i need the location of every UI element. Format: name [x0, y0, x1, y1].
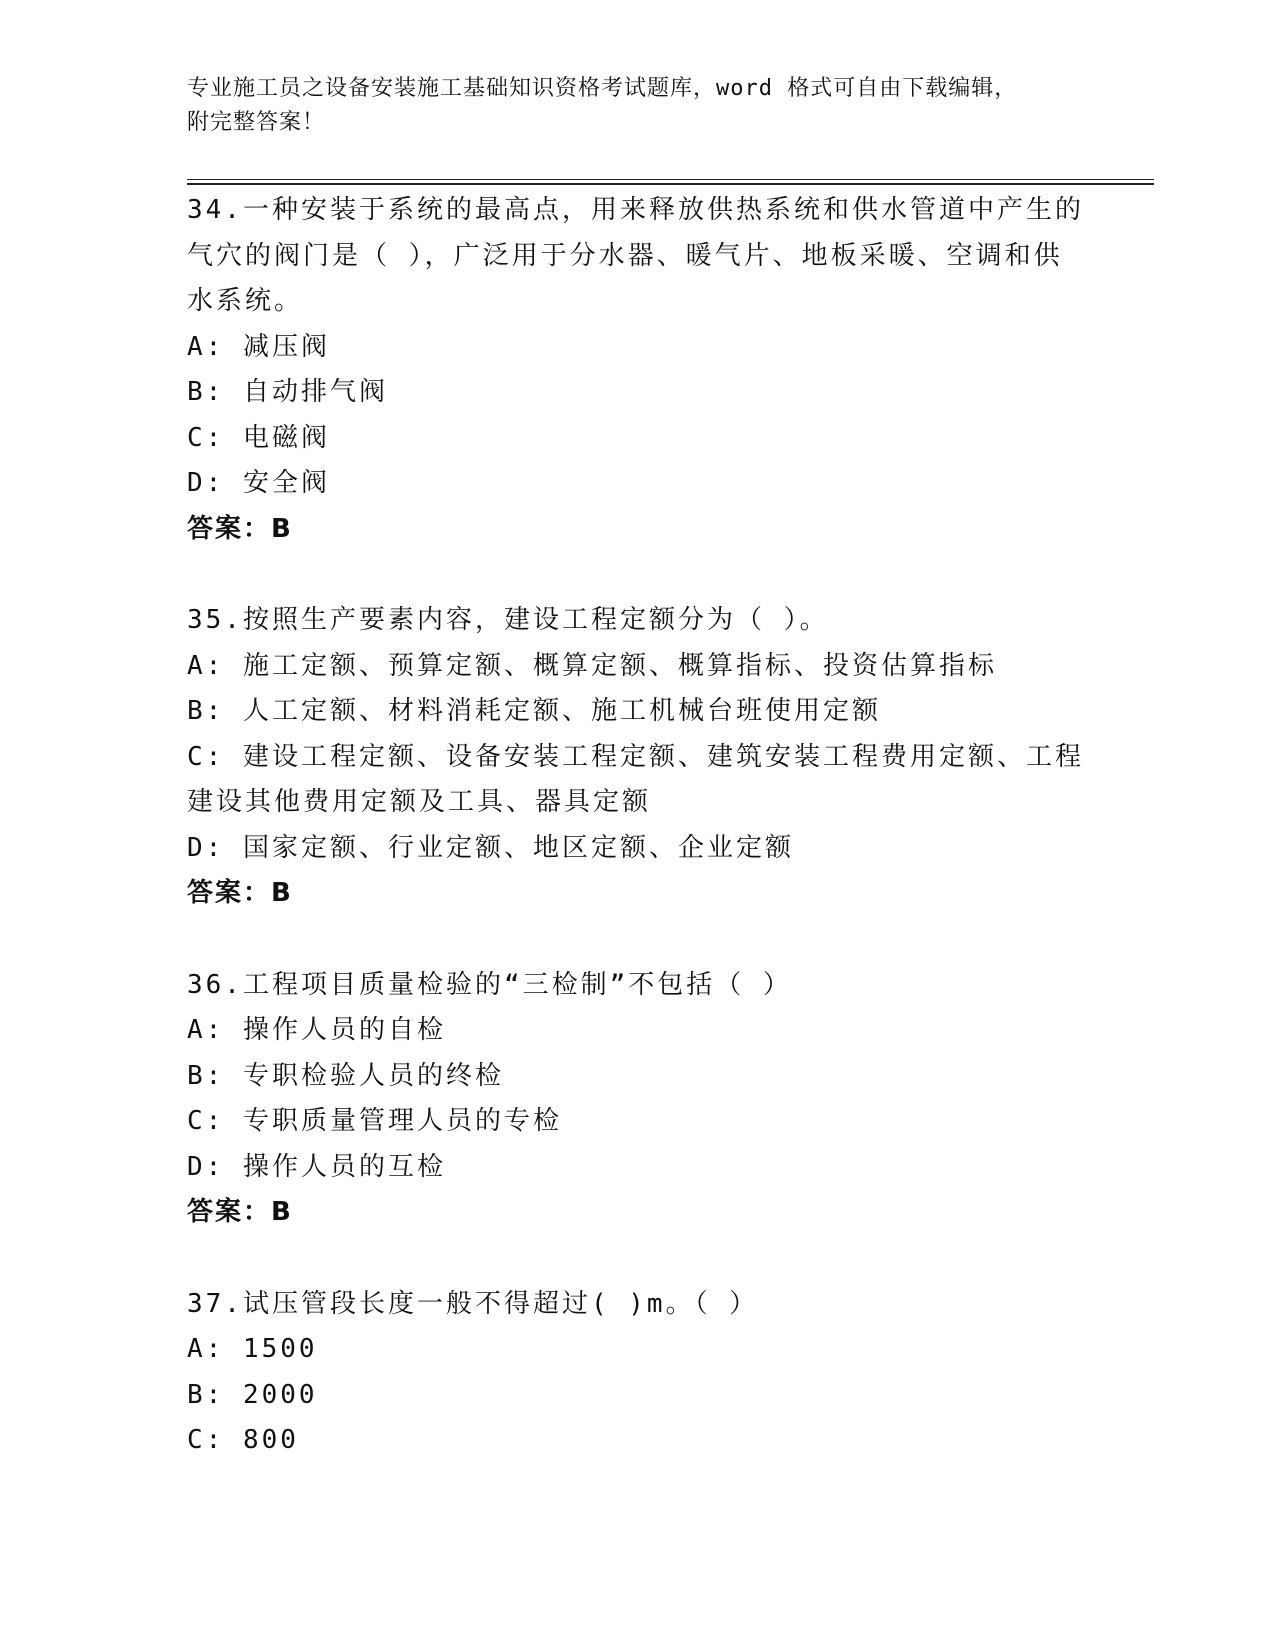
question-block — [187, 1282, 1087, 1464]
question-list — [187, 188, 1087, 1510]
question-block — [187, 963, 1087, 1236]
question-stem-line: 36.工程项目质量检验的“三检制”不包括（ ） — [187, 969, 792, 1000]
question-stem-line: 气穴的阀门是（ ），广泛用于分水器、暖气片、地板采暖、空调和供 — [187, 240, 1063, 271]
question-stem-line: 37.试压管段长度一般不得超过( )m。（ ） — [187, 1288, 759, 1319]
option-line: D: 国家定额、行业定额、地区定额、企业定额 — [187, 832, 794, 863]
option-line: B: 人工定额、材料消耗定额、施工机械台班使用定额 — [187, 696, 881, 726]
option-line: A: 操作人员的自检 — [187, 1015, 446, 1045]
header-line-2: 附完整答案！ — [187, 110, 326, 135]
option-line: C: 建设工程定额、设备安装工程定额、建筑安装工程费用定额、工程 — [187, 741, 1084, 772]
option-line: C: 专职质量管理人员的专检 — [187, 1106, 562, 1136]
option-line: D: 安全阀 — [187, 468, 330, 498]
question-block — [187, 598, 1087, 917]
option-line: C: 电磁阀 — [187, 422, 330, 453]
option-line: 建设其他费用定额及工具、器具定额 — [187, 787, 652, 817]
question-stem-line: 水系统。 — [187, 286, 304, 316]
question-block — [187, 188, 1087, 552]
answer-line: 答案：B — [187, 1197, 293, 1227]
option-line: B: 2000 — [187, 1379, 318, 1410]
option-line: A: 1500 — [187, 1334, 318, 1364]
question-stem-line: 35.按照生产要素内容，建设工程定额分为（ ）。 — [187, 605, 829, 635]
answer-line: 答案：B — [187, 513, 293, 544]
header-rule-thin — [187, 179, 1154, 180]
header-line-1: 专业施工员之设备安装施工基础知识资格考试题库，word 格式可自由下载编辑， — [187, 76, 1018, 101]
option-line: B: 专职检验人员的终检 — [187, 1060, 504, 1091]
header-rule-thick — [187, 183, 1154, 185]
option-line: A: 减压阀 — [187, 331, 330, 362]
option-line: B: 自动排气阀 — [187, 377, 388, 407]
question-stem-line: 34.一种安装于系统的最高点，用来释放供热系统和供水管道中产生的 — [187, 195, 1084, 225]
document-header — [187, 72, 1087, 140]
answer-line: 答案：B — [187, 878, 293, 908]
option-line: A: 施工定额、预算定额、概算定额、概算指标、投资估算指标 — [187, 650, 997, 681]
option-line: D: 操作人员的互检 — [187, 1151, 446, 1182]
option-line: C: 800 — [187, 1425, 299, 1455]
